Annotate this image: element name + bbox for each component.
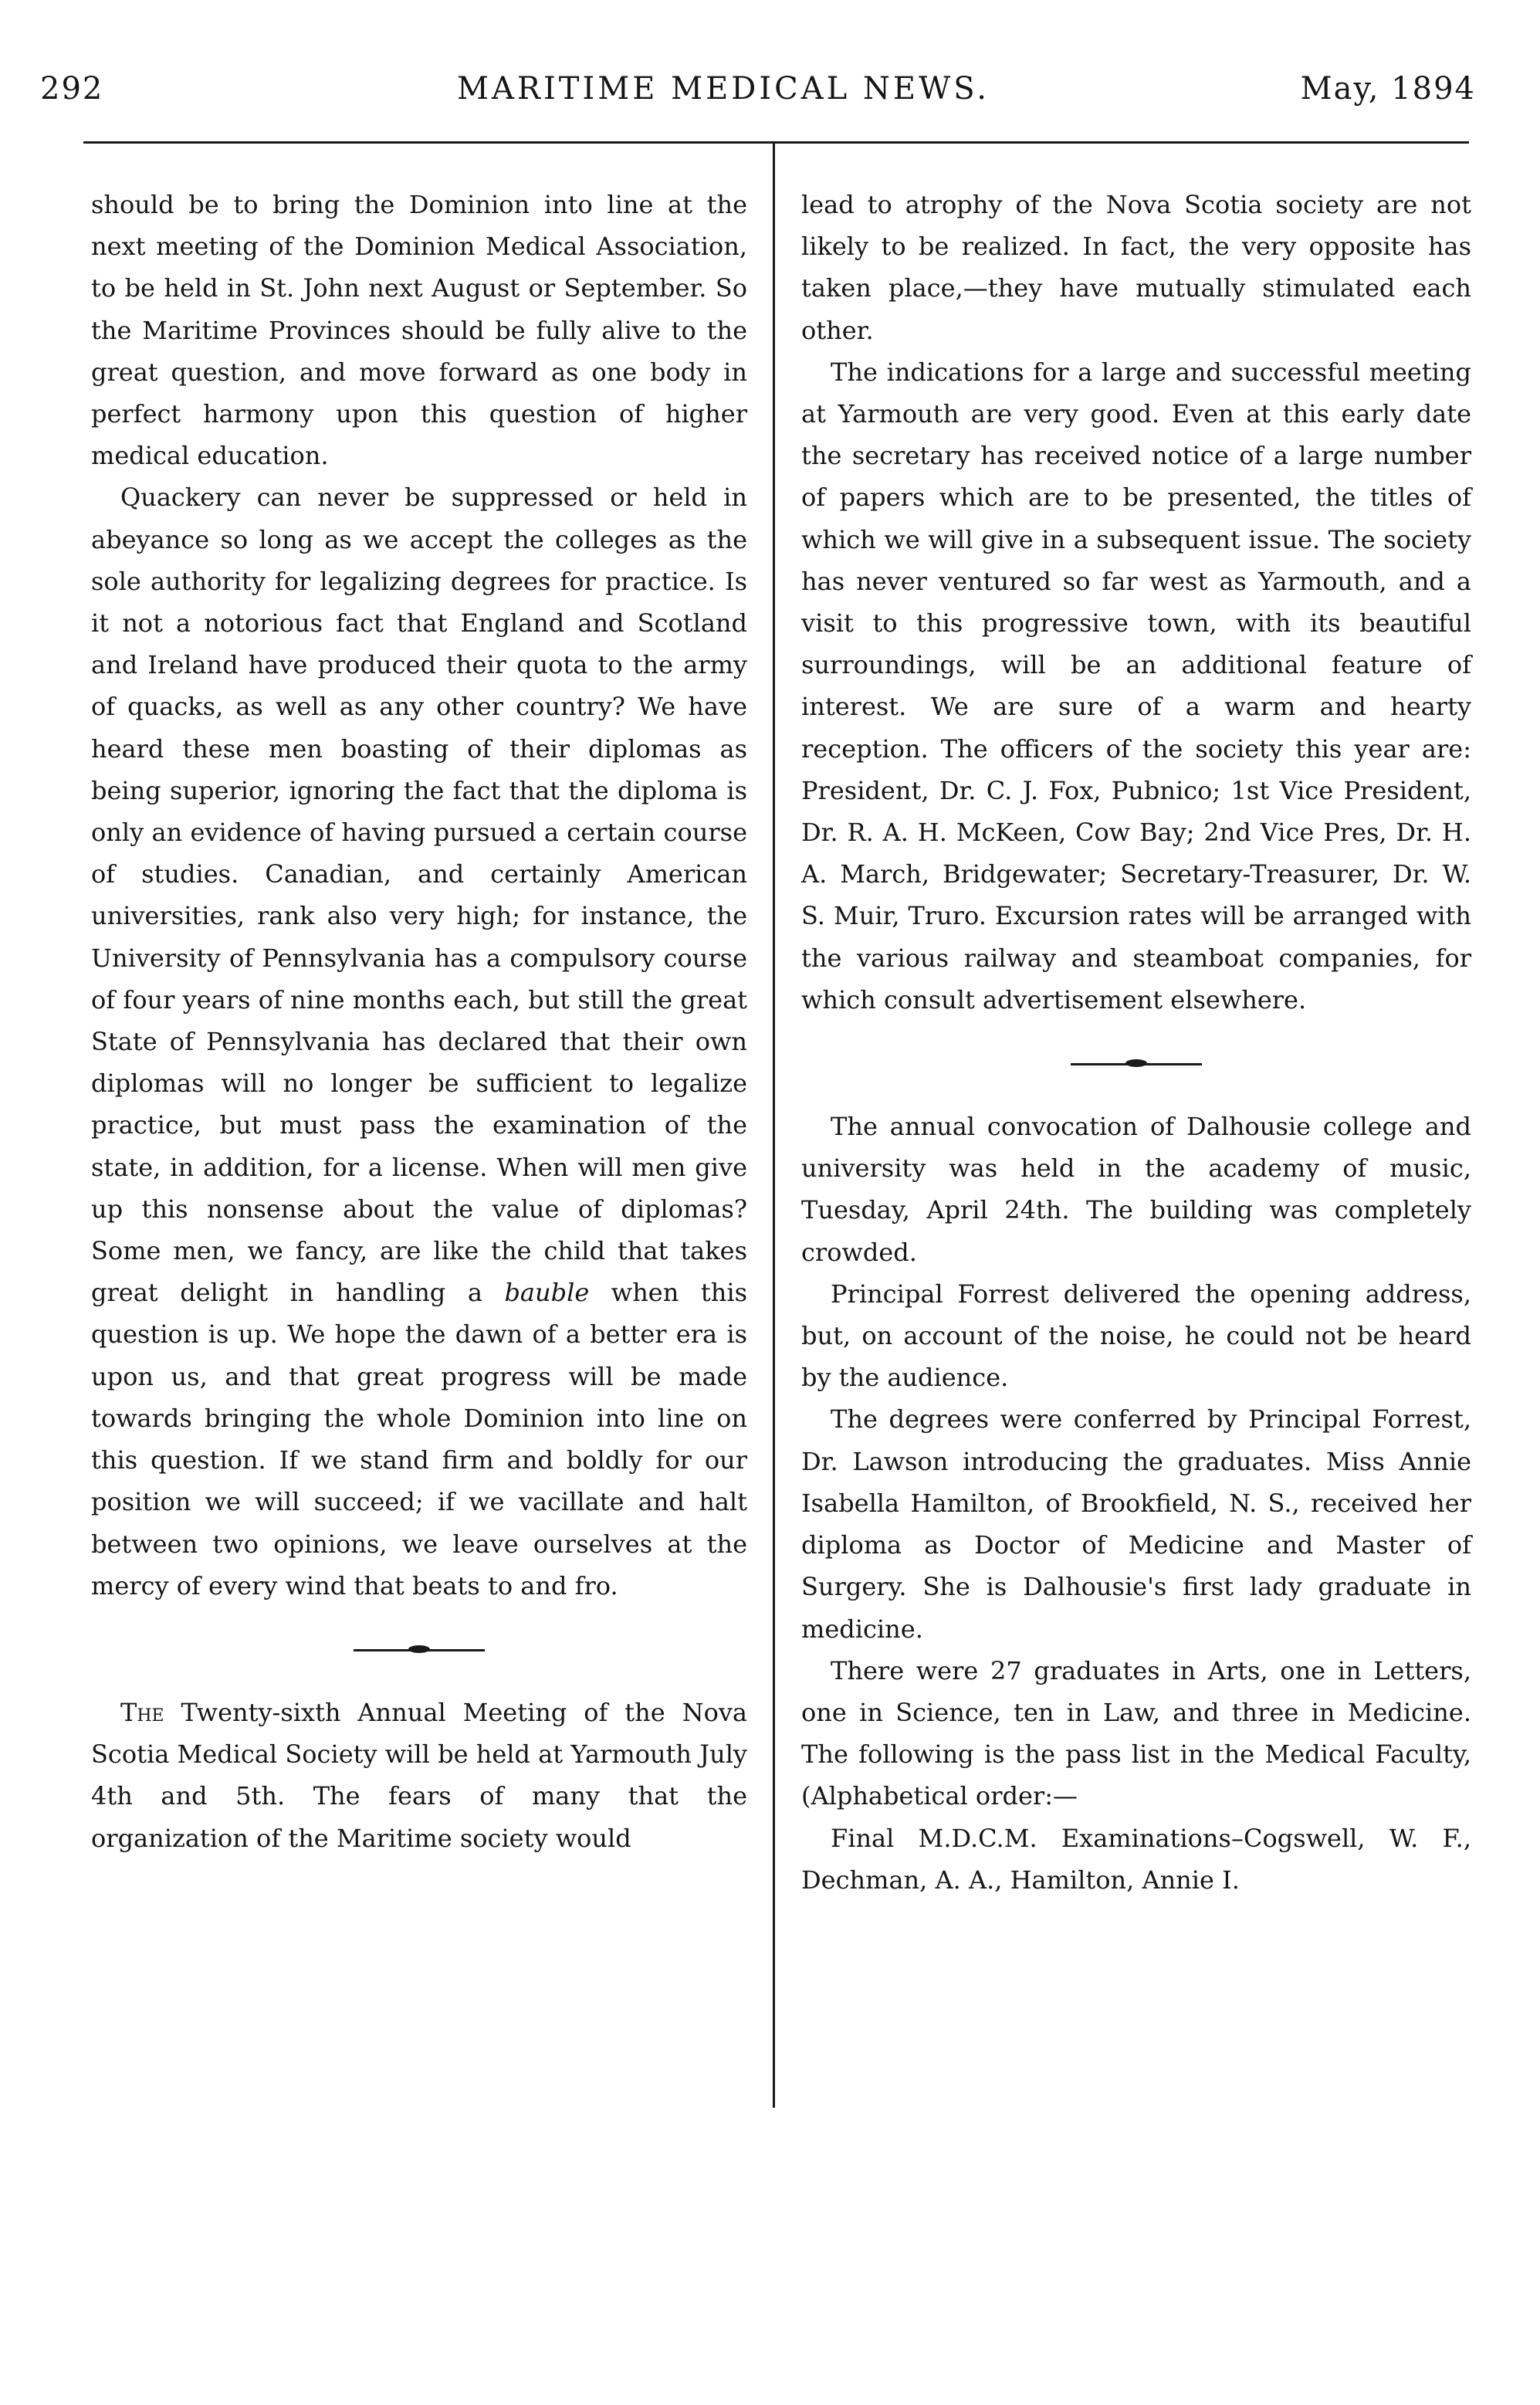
left-paragraph-2-italic: bauble	[504, 1278, 590, 1308]
right-paragraph-5: The degrees were conferred by Principal Forrest, Dr. Lawson introducing the graduates. Miss Annie Isabella Hamilton, of Brookfield, N. S., received her diploma as Doctor of Medicine and Master of Surgery. She is Dalhousie's first lady graduate in medicine.	[801, 1404, 1471, 1644]
left-paragraph-2	[91, 476, 747, 1606]
right-paragraph-4: Principal Forrest delivered the opening address, but, on account of the noise, he could not be heard by the audience.	[801, 1279, 1471, 1393]
journal-title: MARITIME MEDICAL NEWS.	[457, 71, 990, 107]
right-divider-ornament	[801, 1021, 1471, 1106]
left-divider-mark	[408, 1645, 430, 1653]
left-column	[91, 184, 747, 1859]
left-paragraph-2-text-a: Quackery can never be suppressed or held in abeyance so long as we accept the colleges as the sole authority for legalizing degrees for practice. Is it not a notorious fact that England and Scotland and Ireland have produced their quota to the army of quacks, as well as any other country? We have heard these men boasting of their diplomas as being superior, ignoring the fact that the diploma is only an evidence of having pursued a certain course of studies. Canadian, and certainly American universities, rank also very high; for instance, the University of Pennsylvania has a compulsory course of four years of nine months each, but still the great State of Pennsylvania has declared that their own diplomas will no longer be sufficient to legalize practice, but must pass the examination of the state, in addition, for a license. When will men give up this nonsense about the value of diplomas? Some men, we fancy, are like the child that takes great delight in handling a	[91, 483, 747, 1308]
left-paragraph-1: should be to bring the Dominion into line at the next meeting of the Dominion Medical Association, to be held in St. John next August or September. So the Maritime Provinces should be fully alive to the great question, and move forward as one body in perfect harmony upon this question of higher medical education.	[91, 190, 747, 471]
column-rule	[773, 143, 775, 2108]
right-paragraph-1: lead to atrophy of the Nova Scotia society are not likely to be realized. In fact, the very opposite has taken place,—they have mutually stimulated each other.	[801, 190, 1471, 345]
left-paragraph-3-text: Twenty-sixth Annual Meeting of the Nova Scotia Medical Society will be held at Yarmouth July 4th and 5th. The fears of many that the organization of the Maritime society would	[91, 1697, 747, 1853]
left-paragraph-3-smallcaps: The	[120, 1697, 164, 1727]
right-divider-mark	[1125, 1059, 1147, 1067]
left-divider-ornament	[91, 1607, 747, 1692]
left-paragraph-2-text-b: when this question is up. We hope the dawn of a better era is upon us, and that great progress will be made towards bringing the whole Dominion into line on this question. If we stand firm and boldly for our position we will succeed; if we vacillate and halt between two opinions, we leave ourselves at the mercy of every wind that beats to and fro.	[91, 1278, 748, 1601]
right-paragraph-7: Final M.D.C.M. Examinations–Cogswell, W. F., Dechman, A. A., Hamilton, Annie I.	[801, 1823, 1471, 1895]
page-number: 292	[40, 71, 104, 107]
right-column	[801, 184, 1471, 1901]
header-rule	[83, 141, 1469, 144]
issue-date: May, 1894	[1300, 71, 1476, 107]
right-paragraph-3: The annual convocation of Dalhousie college and university was held in the academy of music, Tuesday, April 24th. The building was completely crowded.	[801, 1112, 1471, 1267]
left-paragraph-3	[91, 1692, 747, 1859]
right-paragraph-2: The indications for a large and successful meeting at Yarmouth are very good. Even at this early date the secretary has received notice of a large number of papers which are to be presented, the titles of which we will give in a subsequent issue. The society has never ventured so far west as Yarmouth, and a visit to this progressive town, with its beautiful surroundings, will be an additional feature of interest. We are sure of a warm and hearty reception. The officers of the society this year are: President, Dr. C. J. Fox, Pubnico; 1st Vice President, Dr. R. A. H. McKeen, Cow Bay; 2nd Vice Pres, Dr. H. A. March, Bridgewater; Secretary-Treasurer, Dr. W. S. Muir, Truro. Excursion rates will be arranged with the various railway and steamboat companies, for which consult advertisement elsewhere.	[801, 357, 1471, 1015]
page-header	[40, 71, 1476, 125]
right-paragraph-6: There were 27 graduates in Arts, one in Letters, one in Science, ten in Law, and three in Medicine. The following is the pass list in the Medical Faculty, (Alphabetical order:—	[801, 1655, 1471, 1811]
